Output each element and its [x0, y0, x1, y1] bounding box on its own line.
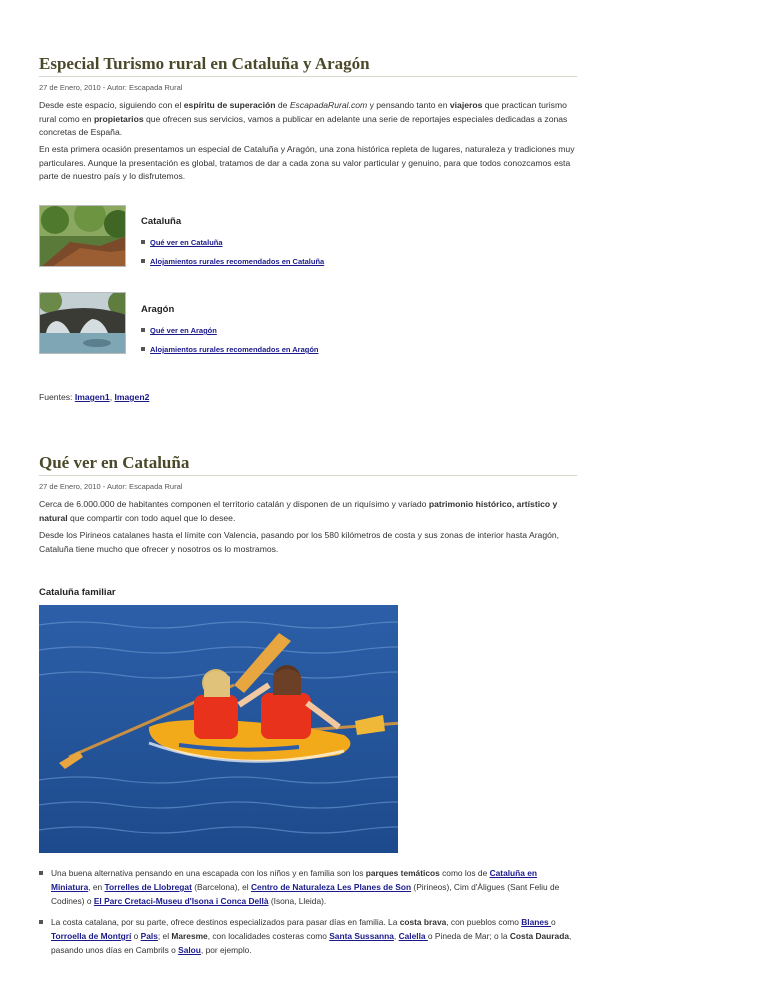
- intro-paragraph-2: En esta primera ocasión presentamos un especial de Cataluña y Aragón, una zona histórica repleta de lugares, naturaleza y tradiciones muy particulares. Aunque la presentación es global, tratamos de dar a cada zona su valor particular y genuino, para que todos conozcamos esta parte de nuestro país y lo disfrutemos.: [39, 144, 575, 181]
- parc-cretaci-link[interactable]: El Parc Cretaci-Museu d'Isona i Conca Dellà: [93, 896, 269, 906]
- centro-naturaleza-link[interactable]: Centro de Naturaleza Les Planes de Son: [251, 882, 412, 892]
- region-card-cataluna: [39, 205, 577, 267]
- source-imagen2-link[interactable]: Imagen2: [114, 392, 150, 402]
- cataluna-intro-paragraph-2: Desde los Pirineos catalanes hasta el límite con Valencia, pasando por los 580 kilómetros de costa y sus zonas de interior hasta Aragón, Cataluña tiene mucho que ofrecer y nosotros os lo mostramos.: [39, 530, 560, 554]
- cataluna-intro-paragraph: Cerca de 6.000.000 de habitantes componen el territorio catalán y disponen de un riquísimo y variado patrimonio histórico, artístico y natural que compartir con todo aquel que lo desee.: [39, 499, 558, 523]
- que-ver-aragon-link[interactable]: Qué ver en Aragón: [150, 326, 217, 335]
- salou-link[interactable]: Salou: [178, 945, 201, 955]
- kayak-photo: [39, 605, 398, 853]
- familiar-list: [39, 866, 577, 957]
- que-ver-cataluna-link[interactable]: Qué ver en Cataluña: [150, 238, 223, 247]
- bullet-icon: [39, 920, 43, 924]
- list-item: Una buena alternativa pensando en una escapada con los niños y en familia son los parques temáticos como los de Cataluña en Miniatura, en Torrelles de Llobregat (Barcelona), el Centro de Naturaleza Les Planes de Son (Pirineos), Cim d'Àligues (Sant Feliu de Codines) o El Parc Cretaci-Museu d'Isona i Conca Dellà (Isona, Lleida).: [39, 866, 577, 908]
- blanes-link[interactable]: Blanes: [521, 917, 552, 927]
- article-meta: 27 de Enero, 2010 - Autor: Escapada Rural: [39, 83, 183, 92]
- aragon-link-row-2: [141, 345, 319, 354]
- bullet-icon: [141, 259, 145, 263]
- torrelles-de-llobregat-link[interactable]: Torrelles de Llobregat: [104, 882, 192, 892]
- list-item: La costa catalana, por su parte, ofrece destinos especializados para pasar días en familia. La costa brava, con pueblos como Blanes o Torroella de Montgrí o Pals; el Maresme, con localidades costeras como Santa Sussanna, Calella o Pineda de Mar; o la Costa Daurada, pasando unos días en Cambrils o Salou, por ejemplo.: [39, 915, 577, 957]
- santa-sussanna-link[interactable]: Santa Sussanna: [329, 931, 394, 941]
- cataluna-thumbnail: [39, 205, 126, 267]
- cataluna-link-row-2: [141, 257, 324, 266]
- torroella-de-montgri-link[interactable]: Torroella de Montgrí: [51, 931, 132, 941]
- region-card-aragon: [39, 292, 577, 354]
- article-meta-2: 27 de Enero, 2010 - Autor: Escapada Rural: [39, 482, 183, 491]
- calella-link[interactable]: Calella: [398, 931, 428, 941]
- aragon-thumbnail: [39, 292, 126, 354]
- source-imagen1-link[interactable]: Imagen1: [74, 392, 110, 402]
- bullet-icon: [141, 240, 145, 244]
- cataluna-link-row-1: [141, 238, 223, 247]
- intro-paragraph: Desde este espacio, siguiendo con el espíritu de superación de EscapadaRural.com y pensando tanto en viajeros que practican turismo rural como en propietarios que ofrecen sus servicios, vamos a publicar en adelante una serie de reportajes especiales dedicadas a zonas concretas de España.: [39, 100, 568, 137]
- cataluna-en-miniatura-link[interactable]: Cataluña en Miniatura: [51, 868, 538, 892]
- pals-link[interactable]: Pals: [140, 931, 158, 941]
- aragon-title: Aragón: [141, 304, 175, 315]
- article-title: Especial Turismo rural en Cataluña y Aragón: [39, 54, 577, 77]
- subheading-cataluna-familiar: Cataluña familiar: [39, 587, 116, 598]
- aragon-link-row-1: [141, 326, 217, 335]
- bullet-icon: [39, 871, 43, 875]
- bullet-icon: [141, 328, 145, 332]
- sources: Fuentes: Imagen1, Imagen2: [39, 392, 150, 402]
- alojamientos-cataluna-link[interactable]: Alojamientos rurales recomendados en Cataluña: [150, 257, 325, 266]
- alojamientos-aragon-link[interactable]: Alojamientos rurales recomendados en Aragón: [150, 345, 319, 354]
- article-title-2: Qué ver en Cataluña: [39, 453, 577, 476]
- cataluna-title: Cataluña: [141, 216, 182, 227]
- bullet-icon: [141, 347, 145, 351]
